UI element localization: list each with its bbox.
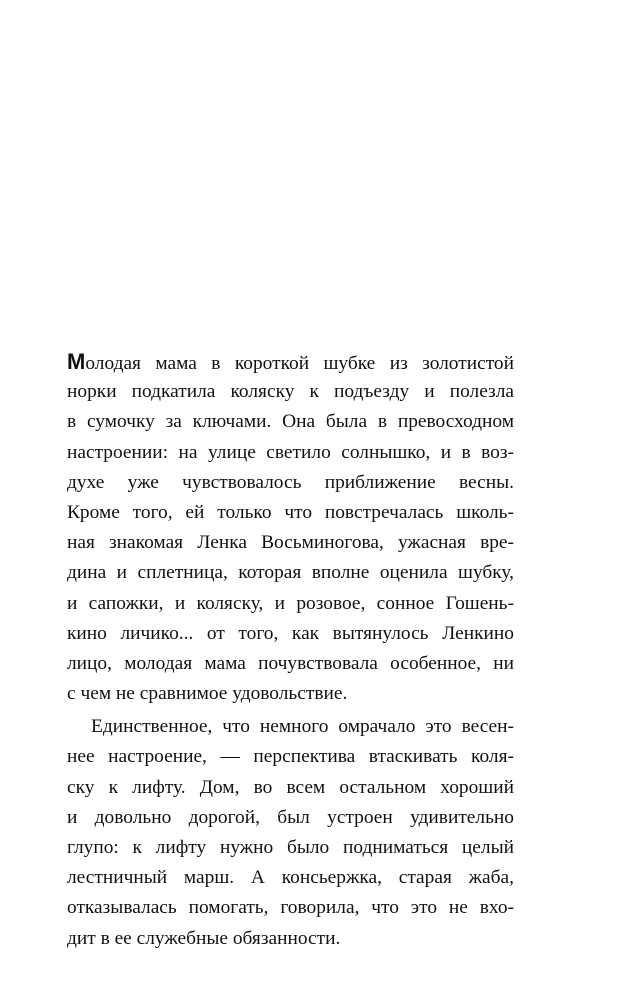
drop-cap: М [67, 349, 86, 374]
text-line: глупо: к лифту нужно было подниматься целый [67, 837, 514, 858]
text-line: ску к лифту. Дом, во всем остальном хороший [67, 776, 514, 798]
text-line: лицо, молодая мама почувствовала особенное, ни [67, 652, 514, 674]
paragraph-1 [67, 347, 514, 709]
text-block [67, 347, 514, 954]
text-line: нее настроение, — перспектива втаскивать коля- [67, 746, 514, 768]
text-line: кино личико... от того, как вытянулось Ленкино [67, 622, 514, 644]
text-line: с чем не сравнимое удовольствие. [67, 683, 348, 705]
text-line: настроении: на улице светило солнышко, и в воз- [67, 441, 514, 463]
text-line: норки подкатила коляску к подъезду и полезла [67, 381, 514, 403]
text-line: духе уже чувствовалось приближение весны. [67, 471, 514, 493]
text-line: Кроме того, ей только что повстречалась школь- [67, 501, 514, 523]
text-line: и довольно дорогой, был устроен удивительно [67, 806, 514, 828]
text-line: ная знакомая Ленка Восьминогова, ужасная вре- [67, 532, 514, 554]
text-line: Молодая мама в короткой шубке из золотистой [67, 349, 514, 374]
paragraph-2 [67, 712, 514, 954]
text-line: дит в ее служебные обязанности. [67, 927, 341, 949]
text-line: отказывалась помогать, говорила, что это не вхо- [67, 897, 514, 919]
text-line: в сумочку за ключами. Она была в превосходном [67, 411, 514, 433]
text-line: Единственное, что немного омрачало это весен- [91, 716, 514, 738]
text-line: дина и сплетница, которая вполне оценила шубку, [67, 562, 514, 584]
text-line: и сапожки, и коляску, и розовое, сонное Гошень- [67, 592, 514, 614]
text-line: лестничный марш. А консьержка, старая жаба, [67, 867, 514, 889]
